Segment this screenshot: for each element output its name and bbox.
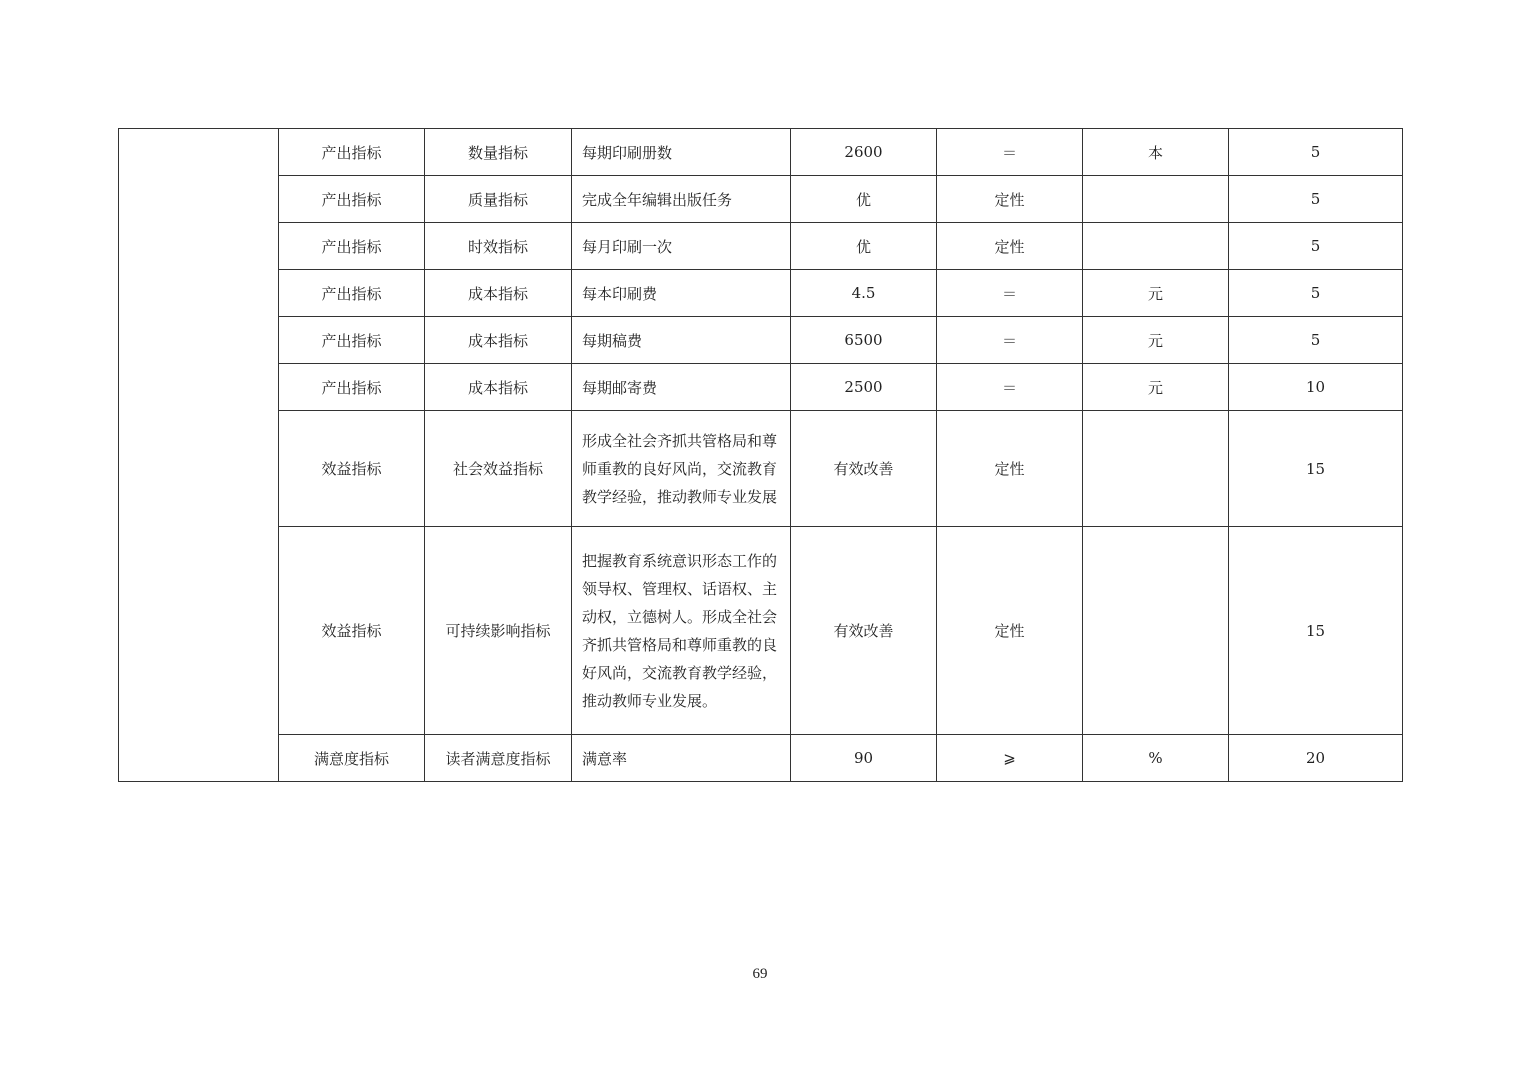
unit-cell bbox=[1083, 176, 1229, 223]
weight-cell: 10 bbox=[1229, 364, 1403, 411]
level3-indicator-cell: 每月印刷一次 bbox=[572, 223, 791, 270]
operator-cell: 定性 bbox=[937, 411, 1083, 527]
target-value-cell: 2500 bbox=[791, 364, 937, 411]
weight-cell: 5 bbox=[1229, 223, 1403, 270]
level3-indicator-cell: 每本印刷费 bbox=[572, 270, 791, 317]
weight-cell: 5 bbox=[1229, 176, 1403, 223]
level1-indicator-cell: 满意度指标 bbox=[279, 735, 425, 782]
unit-cell bbox=[1083, 411, 1229, 527]
operator-cell: 定性 bbox=[937, 176, 1083, 223]
level1-indicator-cell: 效益指标 bbox=[279, 411, 425, 527]
merged-blank-cell bbox=[119, 129, 279, 782]
level3-indicator-cell: 每期印刷册数 bbox=[572, 129, 791, 176]
operator-cell: 定性 bbox=[937, 527, 1083, 735]
level1-indicator-cell: 产出指标 bbox=[279, 364, 425, 411]
page-number: 69 bbox=[752, 966, 768, 982]
unit-cell: % bbox=[1083, 735, 1229, 782]
table-row bbox=[119, 411, 1403, 527]
operator-cell: ＝ bbox=[937, 364, 1083, 411]
unit-cell: 本 bbox=[1083, 129, 1229, 176]
target-value-cell: 有效改善 bbox=[791, 411, 937, 527]
target-value-cell: 优 bbox=[791, 176, 937, 223]
level3-indicator-cell: 满意率 bbox=[572, 735, 791, 782]
level2-indicator-cell: 成本指标 bbox=[425, 364, 572, 411]
operator-cell: ＝ bbox=[937, 270, 1083, 317]
level2-indicator-cell: 成本指标 bbox=[425, 270, 572, 317]
level2-indicator-cell: 数量指标 bbox=[425, 129, 572, 176]
operator-cell: ⩾ bbox=[937, 735, 1083, 782]
level1-indicator-cell: 产出指标 bbox=[279, 317, 425, 364]
level2-indicator-cell: 成本指标 bbox=[425, 317, 572, 364]
level2-indicator-cell: 时效指标 bbox=[425, 223, 572, 270]
operator-cell: ＝ bbox=[937, 129, 1083, 176]
level3-indicator-cell: 完成全年编辑出版任务 bbox=[572, 176, 791, 223]
target-value-cell: 6500 bbox=[791, 317, 937, 364]
unit-cell bbox=[1083, 527, 1229, 735]
table-row bbox=[119, 223, 1403, 270]
level2-indicator-cell: 质量指标 bbox=[425, 176, 572, 223]
level2-indicator-cell: 可持续影响指标 bbox=[425, 527, 572, 735]
weight-cell: 15 bbox=[1229, 411, 1403, 527]
weight-cell: 20 bbox=[1229, 735, 1403, 782]
target-value-cell: 优 bbox=[791, 223, 937, 270]
table-row bbox=[119, 527, 1403, 735]
level1-indicator-cell: 效益指标 bbox=[279, 527, 425, 735]
target-value-cell: 有效改善 bbox=[791, 527, 937, 735]
performance-indicator-table bbox=[118, 128, 1403, 782]
operator-cell: 定性 bbox=[937, 223, 1083, 270]
level1-indicator-cell: 产出指标 bbox=[279, 223, 425, 270]
level3-indicator-cell: 把握教育系统意识形态工作的领导权、管理权、话语权、主动权，立德树人。形成全社会齐抓共管格局和尊师重教的良好风尚，交流教育教学经验，推动教师专业发展。 bbox=[572, 527, 791, 735]
table-row bbox=[119, 129, 1403, 176]
weight-cell: 5 bbox=[1229, 317, 1403, 364]
unit-cell bbox=[1083, 223, 1229, 270]
target-value-cell: 90 bbox=[791, 735, 937, 782]
table-row bbox=[119, 364, 1403, 411]
unit-cell: 元 bbox=[1083, 364, 1229, 411]
weight-cell: 5 bbox=[1229, 129, 1403, 176]
target-value-cell: 4.5 bbox=[791, 270, 937, 317]
level3-indicator-cell: 每期稿费 bbox=[572, 317, 791, 364]
table-row bbox=[119, 270, 1403, 317]
operator-cell: ＝ bbox=[937, 317, 1083, 364]
weight-cell: 15 bbox=[1229, 527, 1403, 735]
target-value-cell: 2600 bbox=[791, 129, 937, 176]
table-row bbox=[119, 735, 1403, 782]
table-row bbox=[119, 317, 1403, 364]
level2-indicator-cell: 读者满意度指标 bbox=[425, 735, 572, 782]
level2-indicator-cell: 社会效益指标 bbox=[425, 411, 572, 527]
weight-cell: 5 bbox=[1229, 270, 1403, 317]
table-row bbox=[119, 176, 1403, 223]
level1-indicator-cell: 产出指标 bbox=[279, 176, 425, 223]
level3-indicator-cell: 形成全社会齐抓共管格局和尊师重教的良好风尚，交流教育教学经验，推动教师专业发展 bbox=[572, 411, 791, 527]
unit-cell: 元 bbox=[1083, 270, 1229, 317]
level3-indicator-cell: 每期邮寄费 bbox=[572, 364, 791, 411]
level1-indicator-cell: 产出指标 bbox=[279, 129, 425, 176]
unit-cell: 元 bbox=[1083, 317, 1229, 364]
level1-indicator-cell: 产出指标 bbox=[279, 270, 425, 317]
